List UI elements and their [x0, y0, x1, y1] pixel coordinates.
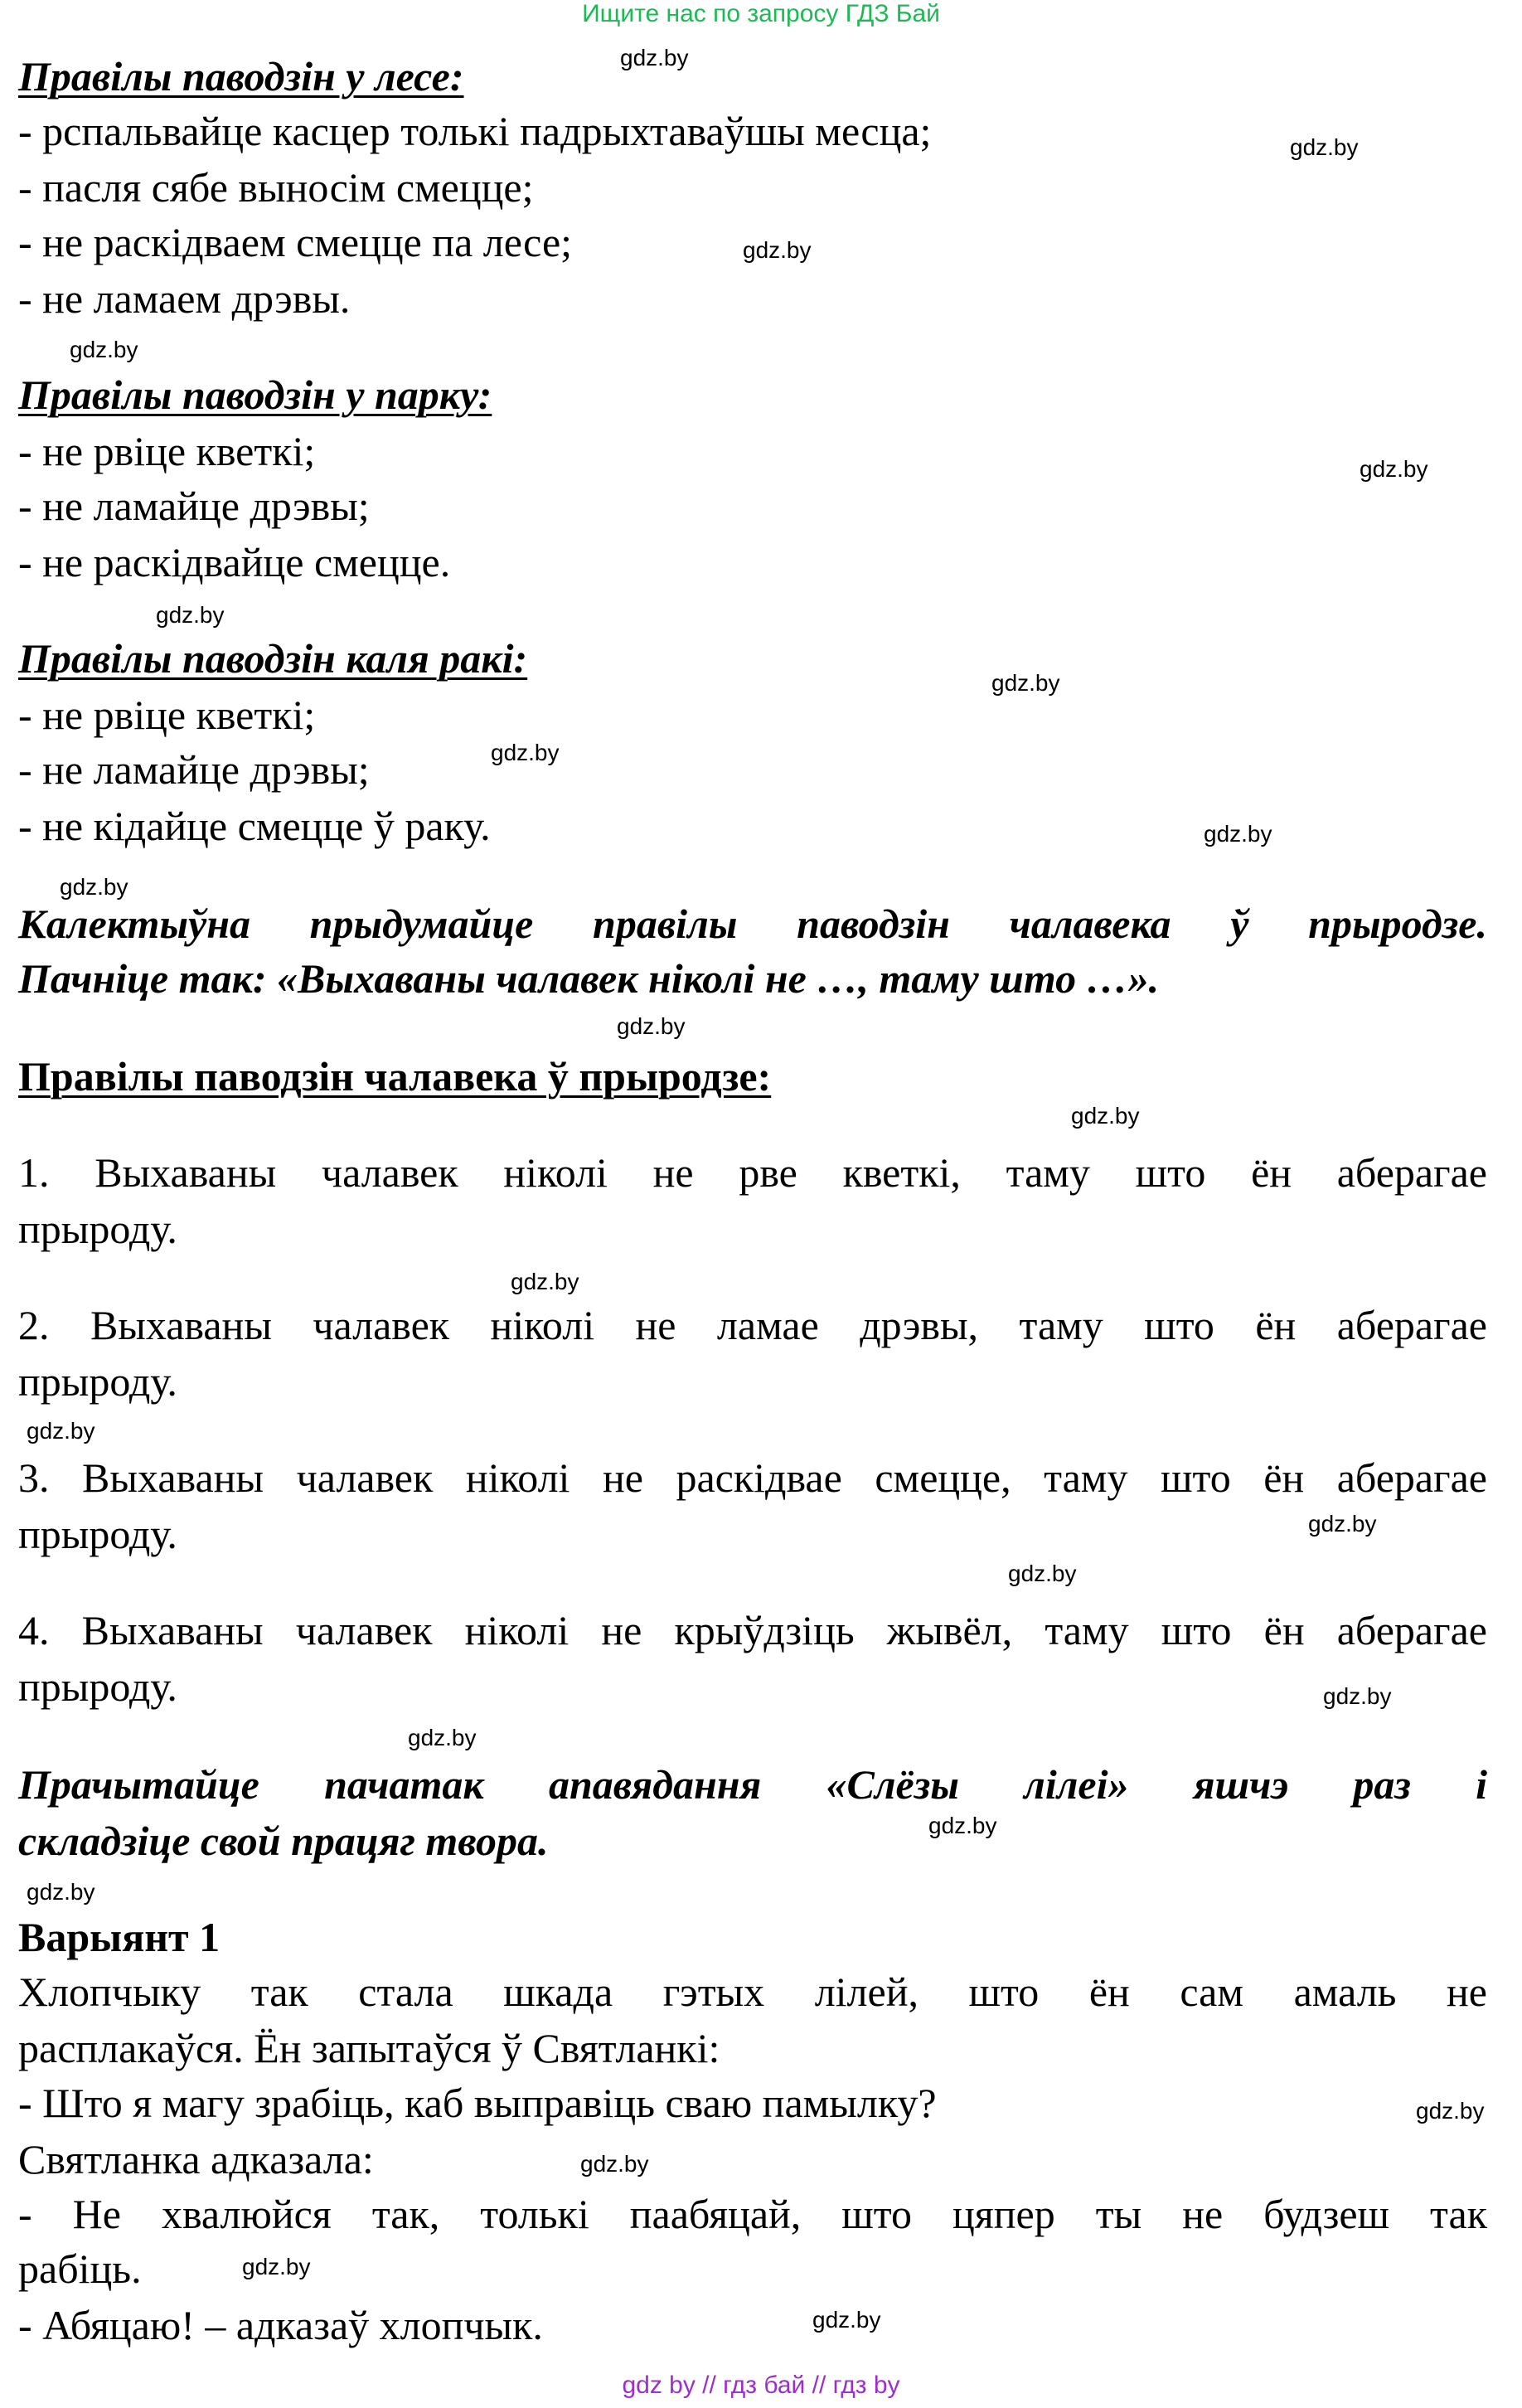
- watermark: gdz.by: [928, 1813, 997, 1838]
- watermark: gdz.by: [1416, 2098, 1485, 2124]
- watermark: gdz.by: [1290, 134, 1359, 160]
- watermark: gdz.by: [491, 740, 560, 765]
- variant-line-4: Святланка адказала:: [18, 2136, 374, 2182]
- park-rules-heading: Правілы паводзін у парку:: [18, 371, 492, 418]
- nature-rule-1-cont: прыроду.: [18, 1206, 177, 1252]
- park-rule-1: - не рвіце кветкі;: [18, 428, 316, 474]
- nature-rule-2: 2. Выхаваны чалавек ніколі не ламае дрэвы, таму што ён аберагае: [18, 1302, 1487, 1348]
- watermark: gdz.by: [1071, 1103, 1140, 1129]
- footer-links[interactable]: gdz by // гдз бай // гдз by: [622, 2372, 900, 2399]
- forest-rule-3: - не раскідваем смецце па лесе;: [18, 219, 573, 265]
- task-2-line-1: Прачытайце пачатак апавядання «Слёзы лілеі» яшчэ раз і: [18, 1761, 1487, 1808]
- task-1-line-1: Калектыўна прыдумайце правілы паводзін чалавека ў прыродзе.: [18, 901, 1487, 947]
- variant-line-3: - Што я магу зрабіць, каб выправіць сваю памылку?: [18, 2080, 937, 2126]
- watermark: gdz.by: [991, 670, 1060, 696]
- watermark: gdz.by: [1008, 1561, 1077, 1586]
- watermark: gdz.by: [743, 237, 812, 263]
- watermark: gdz.by: [812, 2307, 881, 2333]
- nature-rule-4: 4. Выхаваны чалавек ніколі не крыўдзіць жывёл, таму што ён аберагае: [18, 1607, 1487, 1653]
- river-rule-3: - не кідайце смецце ў раку.: [18, 803, 491, 849]
- task-1-line-2: Пачніце так: «Выхаваны чалавек ніколі не …, таму што …».: [18, 955, 1160, 1002]
- forest-rules-heading: Правілы паводзін у лесе:: [18, 53, 464, 100]
- watermark: gdz.by: [408, 1725, 477, 1750]
- watermark: gdz.by: [1323, 1683, 1392, 1709]
- task-2-line-2: складзіце свой працяг твора.: [18, 1818, 549, 1864]
- top-banner[interactable]: Ищите нас по запросу ГДЗ Бай: [582, 0, 940, 27]
- watermark: gdz.by: [27, 1418, 95, 1444]
- forest-rule-1: - рспальвайце касцер толькі падрыхтаваўшы месца;: [18, 108, 932, 154]
- watermark: gdz.by: [70, 337, 138, 362]
- watermark: gdz.by: [620, 45, 689, 70]
- watermark: gdz.by: [511, 1269, 579, 1294]
- variant-line-5: - Не хвалюйся так, толькі паабяцай, што цяпер ты не будзеш так: [18, 2191, 1487, 2237]
- river-rules-heading: Правілы паводзін каля ракі:: [18, 635, 528, 682]
- variant-line-1: Хлопчыку так стала шкада гэтых лілей, што ён сам амаль не: [18, 1969, 1487, 2015]
- park-rule-3: - не раскідвайце смецце.: [18, 539, 451, 585]
- nature-rules-heading: Правілы паводзін чалавека ў прыродзе:: [18, 1053, 772, 1100]
- watermark: gdz.by: [617, 1013, 686, 1039]
- watermark: gdz.by: [580, 2151, 649, 2177]
- nature-rule-2-cont: прыроду.: [18, 1358, 177, 1405]
- watermark: gdz.by: [27, 1879, 95, 1905]
- forest-rule-4: - не ламаем дрэвы.: [18, 275, 351, 322]
- nature-rule-1: 1. Выхаваны чалавек ніколі не рве кветкі, таму што ён аберагае: [18, 1149, 1487, 1196]
- variant-heading: Варыянт 1: [18, 1914, 221, 1960]
- nature-rule-4-cont: прыроду.: [18, 1663, 177, 1710]
- watermark: gdz.by: [242, 2254, 311, 2279]
- watermark: gdz.by: [1360, 456, 1428, 482]
- watermark: gdz.by: [1204, 821, 1272, 847]
- river-rule-2: - не ламайце дрэвы;: [18, 746, 370, 793]
- variant-line-6: рабіць.: [18, 2245, 142, 2292]
- river-rule-1: - не рвіце кветкі;: [18, 692, 316, 738]
- watermark: gdz.by: [156, 602, 225, 628]
- nature-rule-3: 3. Выхаваны чалавек ніколі не раскідвае смецце, таму што ён аберагае: [18, 1454, 1487, 1501]
- watermark: gdz.by: [1308, 1511, 1377, 1537]
- park-rule-2: - не ламайце дрэвы;: [18, 483, 370, 529]
- nature-rule-3-cont: прыроду.: [18, 1511, 177, 1557]
- watermark: gdz.by: [60, 874, 128, 900]
- variant-line-2: расплакаўся. Ён запытаўся ў Святланкі:: [18, 2025, 720, 2071]
- variant-line-7: - Абяцаю! – адказаў хлопчык.: [18, 2302, 543, 2348]
- forest-rule-2: - пасля сябе выносім смецце;: [18, 164, 534, 211]
